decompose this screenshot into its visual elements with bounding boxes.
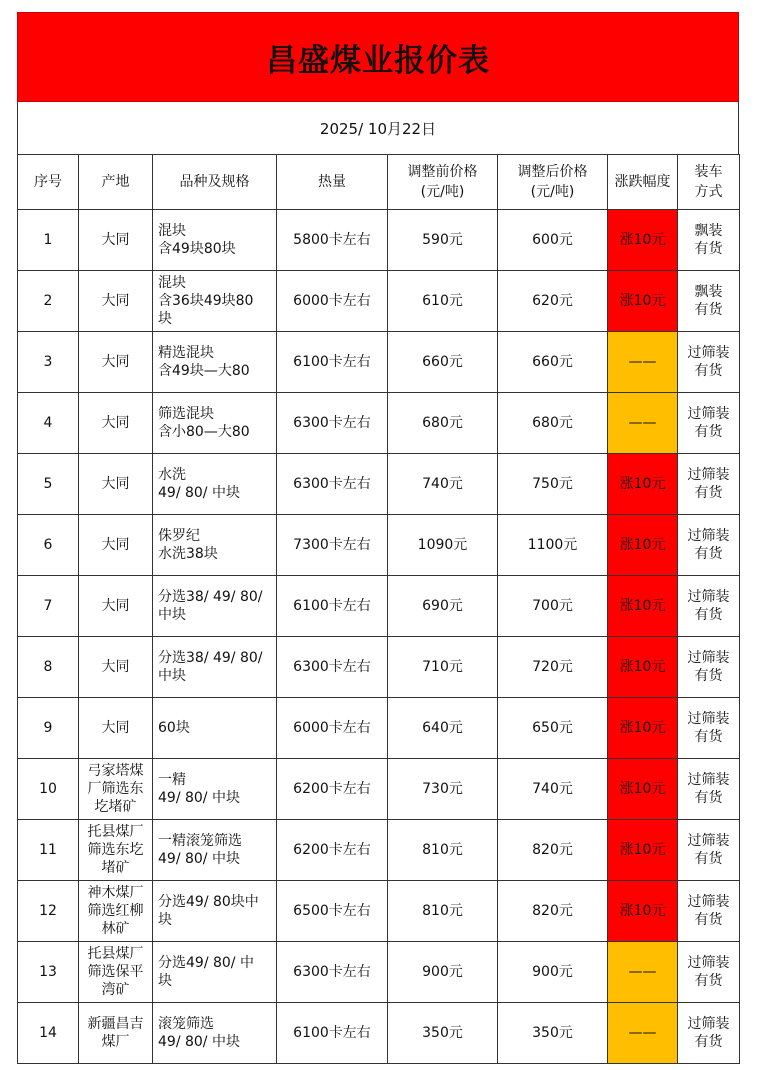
- origin-cell: 大同: [79, 698, 153, 759]
- col-header-spec: 品种及规格: [153, 155, 277, 210]
- change-cell: 涨10元: [608, 454, 678, 515]
- loading-cell: 过筛装 有货: [678, 759, 740, 820]
- loading-cell: 过筛装 有货: [678, 393, 740, 454]
- price-before-cell: 690元: [388, 576, 498, 637]
- col-header-change: 涨跌幅度: [608, 155, 678, 210]
- row-number: 13: [18, 942, 79, 1003]
- loading-cell: 过筛装 有货: [678, 637, 740, 698]
- loading-cell: 过筛装 有货: [678, 332, 740, 393]
- col-header-origin: 产地: [79, 155, 153, 210]
- row-number: 14: [18, 1003, 79, 1064]
- row-number: 7: [18, 576, 79, 637]
- spec-cell: 精选混块 含49块—大80: [153, 332, 277, 393]
- spec-cell: 60块: [153, 698, 277, 759]
- table-row: [18, 942, 740, 1003]
- heat-cell: 6100卡左右: [277, 576, 388, 637]
- price-after-cell: 650元: [498, 698, 608, 759]
- col-header-price-before: 调整前价格 (元/吨): [388, 155, 498, 210]
- price-before-cell: 350元: [388, 1003, 498, 1064]
- table-row: [18, 271, 740, 332]
- heat-cell: 6500卡左右: [277, 881, 388, 942]
- price-after-cell: 820元: [498, 820, 608, 881]
- row-number: 4: [18, 393, 79, 454]
- price-before-cell: 610元: [388, 271, 498, 332]
- price-after-cell: 900元: [498, 942, 608, 1003]
- table-row: [18, 576, 740, 637]
- page-title: 昌盛煤业报价表: [266, 42, 490, 79]
- row-number: 5: [18, 454, 79, 515]
- price-after-cell: 680元: [498, 393, 608, 454]
- heat-cell: 6200卡左右: [277, 820, 388, 881]
- heat-cell: 6300卡左右: [277, 942, 388, 1003]
- spec-cell: 滚笼筛选 49/ 80/ 中块: [153, 1003, 277, 1064]
- heat-cell: 6300卡左右: [277, 393, 388, 454]
- price-before-cell: 680元: [388, 393, 498, 454]
- loading-cell: 过筛装 有货: [678, 1003, 740, 1064]
- row-number: 3: [18, 332, 79, 393]
- table-row: [18, 454, 740, 515]
- heat-cell: 6200卡左右: [277, 759, 388, 820]
- change-cell: 涨10元: [608, 820, 678, 881]
- date-row: [17, 102, 739, 154]
- price-sheet: [17, 12, 739, 1064]
- header-row: [18, 155, 740, 210]
- col-header-heat: 热量: [277, 155, 388, 210]
- spec-cell: 一精滚笼筛选 49/ 80/ 中块: [153, 820, 277, 881]
- change-cell: ——: [608, 942, 678, 1003]
- heat-cell: 5800卡左右: [277, 210, 388, 271]
- origin-cell: 大同: [79, 271, 153, 332]
- loading-cell: 过筛装 有货: [678, 820, 740, 881]
- price-after-cell: 620元: [498, 271, 608, 332]
- heat-cell: 7300卡左右: [277, 515, 388, 576]
- spec-cell: 分选38/ 49/ 80/ 中块: [153, 637, 277, 698]
- origin-cell: 大同: [79, 393, 153, 454]
- price-after-cell: 600元: [498, 210, 608, 271]
- price-after-cell: 660元: [498, 332, 608, 393]
- row-number: 11: [18, 820, 79, 881]
- origin-cell: 大同: [79, 210, 153, 271]
- price-before-cell: 900元: [388, 942, 498, 1003]
- col-header-price-after: 调整后价格 (元/吨): [498, 155, 608, 210]
- origin-cell: 大同: [79, 332, 153, 393]
- heat-cell: 6000卡左右: [277, 271, 388, 332]
- spec-cell: 分选38/ 49/ 80/ 中块: [153, 576, 277, 637]
- col-header-loading: 装车 方式: [678, 155, 740, 210]
- change-cell: ——: [608, 332, 678, 393]
- title-banner: [17, 12, 739, 102]
- heat-cell: 6000卡左右: [277, 698, 388, 759]
- price-after-cell: 740元: [498, 759, 608, 820]
- price-before-cell: 660元: [388, 332, 498, 393]
- price-before-cell: 810元: [388, 881, 498, 942]
- table-row: [18, 759, 740, 820]
- price-after-cell: 720元: [498, 637, 608, 698]
- price-table: [17, 154, 740, 1064]
- origin-cell: 大同: [79, 515, 153, 576]
- change-cell: 涨10元: [608, 698, 678, 759]
- origin-cell: 托县煤厂 筛选保平 湾矿: [79, 942, 153, 1003]
- row-number: 6: [18, 515, 79, 576]
- change-cell: 涨10元: [608, 759, 678, 820]
- loading-cell: 过筛装 有货: [678, 576, 740, 637]
- price-before-cell: 640元: [388, 698, 498, 759]
- spec-cell: 混块 含36块49块80 块: [153, 271, 277, 332]
- change-cell: 涨10元: [608, 271, 678, 332]
- table-row: [18, 637, 740, 698]
- loading-cell: 过筛装 有货: [678, 515, 740, 576]
- heat-cell: 6300卡左右: [277, 637, 388, 698]
- table-row: [18, 881, 740, 942]
- spec-cell: 混块 含49块80块: [153, 210, 277, 271]
- loading-cell: 过筛装 有货: [678, 881, 740, 942]
- change-cell: 涨10元: [608, 515, 678, 576]
- row-number: 9: [18, 698, 79, 759]
- loading-cell: 飘装 有货: [678, 271, 740, 332]
- change-cell: 涨10元: [608, 210, 678, 271]
- price-after-cell: 350元: [498, 1003, 608, 1064]
- change-cell: ——: [608, 393, 678, 454]
- col-header-no: 序号: [18, 155, 79, 210]
- loading-cell: 飘装 有货: [678, 210, 740, 271]
- spec-cell: 侏罗纪 水洗38块: [153, 515, 277, 576]
- row-number: 8: [18, 637, 79, 698]
- table-row: [18, 820, 740, 881]
- origin-cell: 大同: [79, 576, 153, 637]
- price-before-cell: 710元: [388, 637, 498, 698]
- row-number: 10: [18, 759, 79, 820]
- change-cell: 涨10元: [608, 637, 678, 698]
- change-cell: 涨10元: [608, 881, 678, 942]
- price-after-cell: 750元: [498, 454, 608, 515]
- price-before-cell: 730元: [388, 759, 498, 820]
- table-row: [18, 698, 740, 759]
- date-label: 2025/ 10月22日: [319, 119, 437, 138]
- table-row: [18, 393, 740, 454]
- origin-cell: 托县煤厂 筛选东圪 堵矿: [79, 820, 153, 881]
- spec-cell: 分选49/ 80/ 中 块: [153, 942, 277, 1003]
- origin-cell: 大同: [79, 637, 153, 698]
- origin-cell: 新疆昌吉 煤厂: [79, 1003, 153, 1064]
- origin-cell: 大同: [79, 454, 153, 515]
- spec-cell: 分选49/ 80块中 块: [153, 881, 277, 942]
- price-before-cell: 810元: [388, 820, 498, 881]
- origin-cell: 神木煤厂 筛选红柳 林矿: [79, 881, 153, 942]
- loading-cell: 过筛装 有货: [678, 454, 740, 515]
- change-cell: ——: [608, 1003, 678, 1064]
- price-before-cell: 740元: [388, 454, 498, 515]
- spec-cell: 水洗 49/ 80/ 中块: [153, 454, 277, 515]
- heat-cell: 6300卡左右: [277, 454, 388, 515]
- table-body: [18, 210, 740, 1064]
- row-number: 12: [18, 881, 79, 942]
- change-cell: 涨10元: [608, 576, 678, 637]
- price-before-cell: 590元: [388, 210, 498, 271]
- price-after-cell: 700元: [498, 576, 608, 637]
- heat-cell: 6100卡左右: [277, 332, 388, 393]
- row-number: 2: [18, 271, 79, 332]
- price-after-cell: 820元: [498, 881, 608, 942]
- spec-cell: 筛选混块 含小80—大80: [153, 393, 277, 454]
- price-after-cell: 1100元: [498, 515, 608, 576]
- table-row: [18, 1003, 740, 1064]
- table-row: [18, 515, 740, 576]
- table-row: [18, 332, 740, 393]
- loading-cell: 过筛装 有货: [678, 698, 740, 759]
- price-before-cell: 1090元: [388, 515, 498, 576]
- origin-cell: 弓家塔煤 厂筛选东 圪堵矿: [79, 759, 153, 820]
- row-number: 1: [18, 210, 79, 271]
- heat-cell: 6100卡左右: [277, 1003, 388, 1064]
- loading-cell: 过筛装 有货: [678, 942, 740, 1003]
- spec-cell: 一精 49/ 80/ 中块: [153, 759, 277, 820]
- table-row: [18, 210, 740, 271]
